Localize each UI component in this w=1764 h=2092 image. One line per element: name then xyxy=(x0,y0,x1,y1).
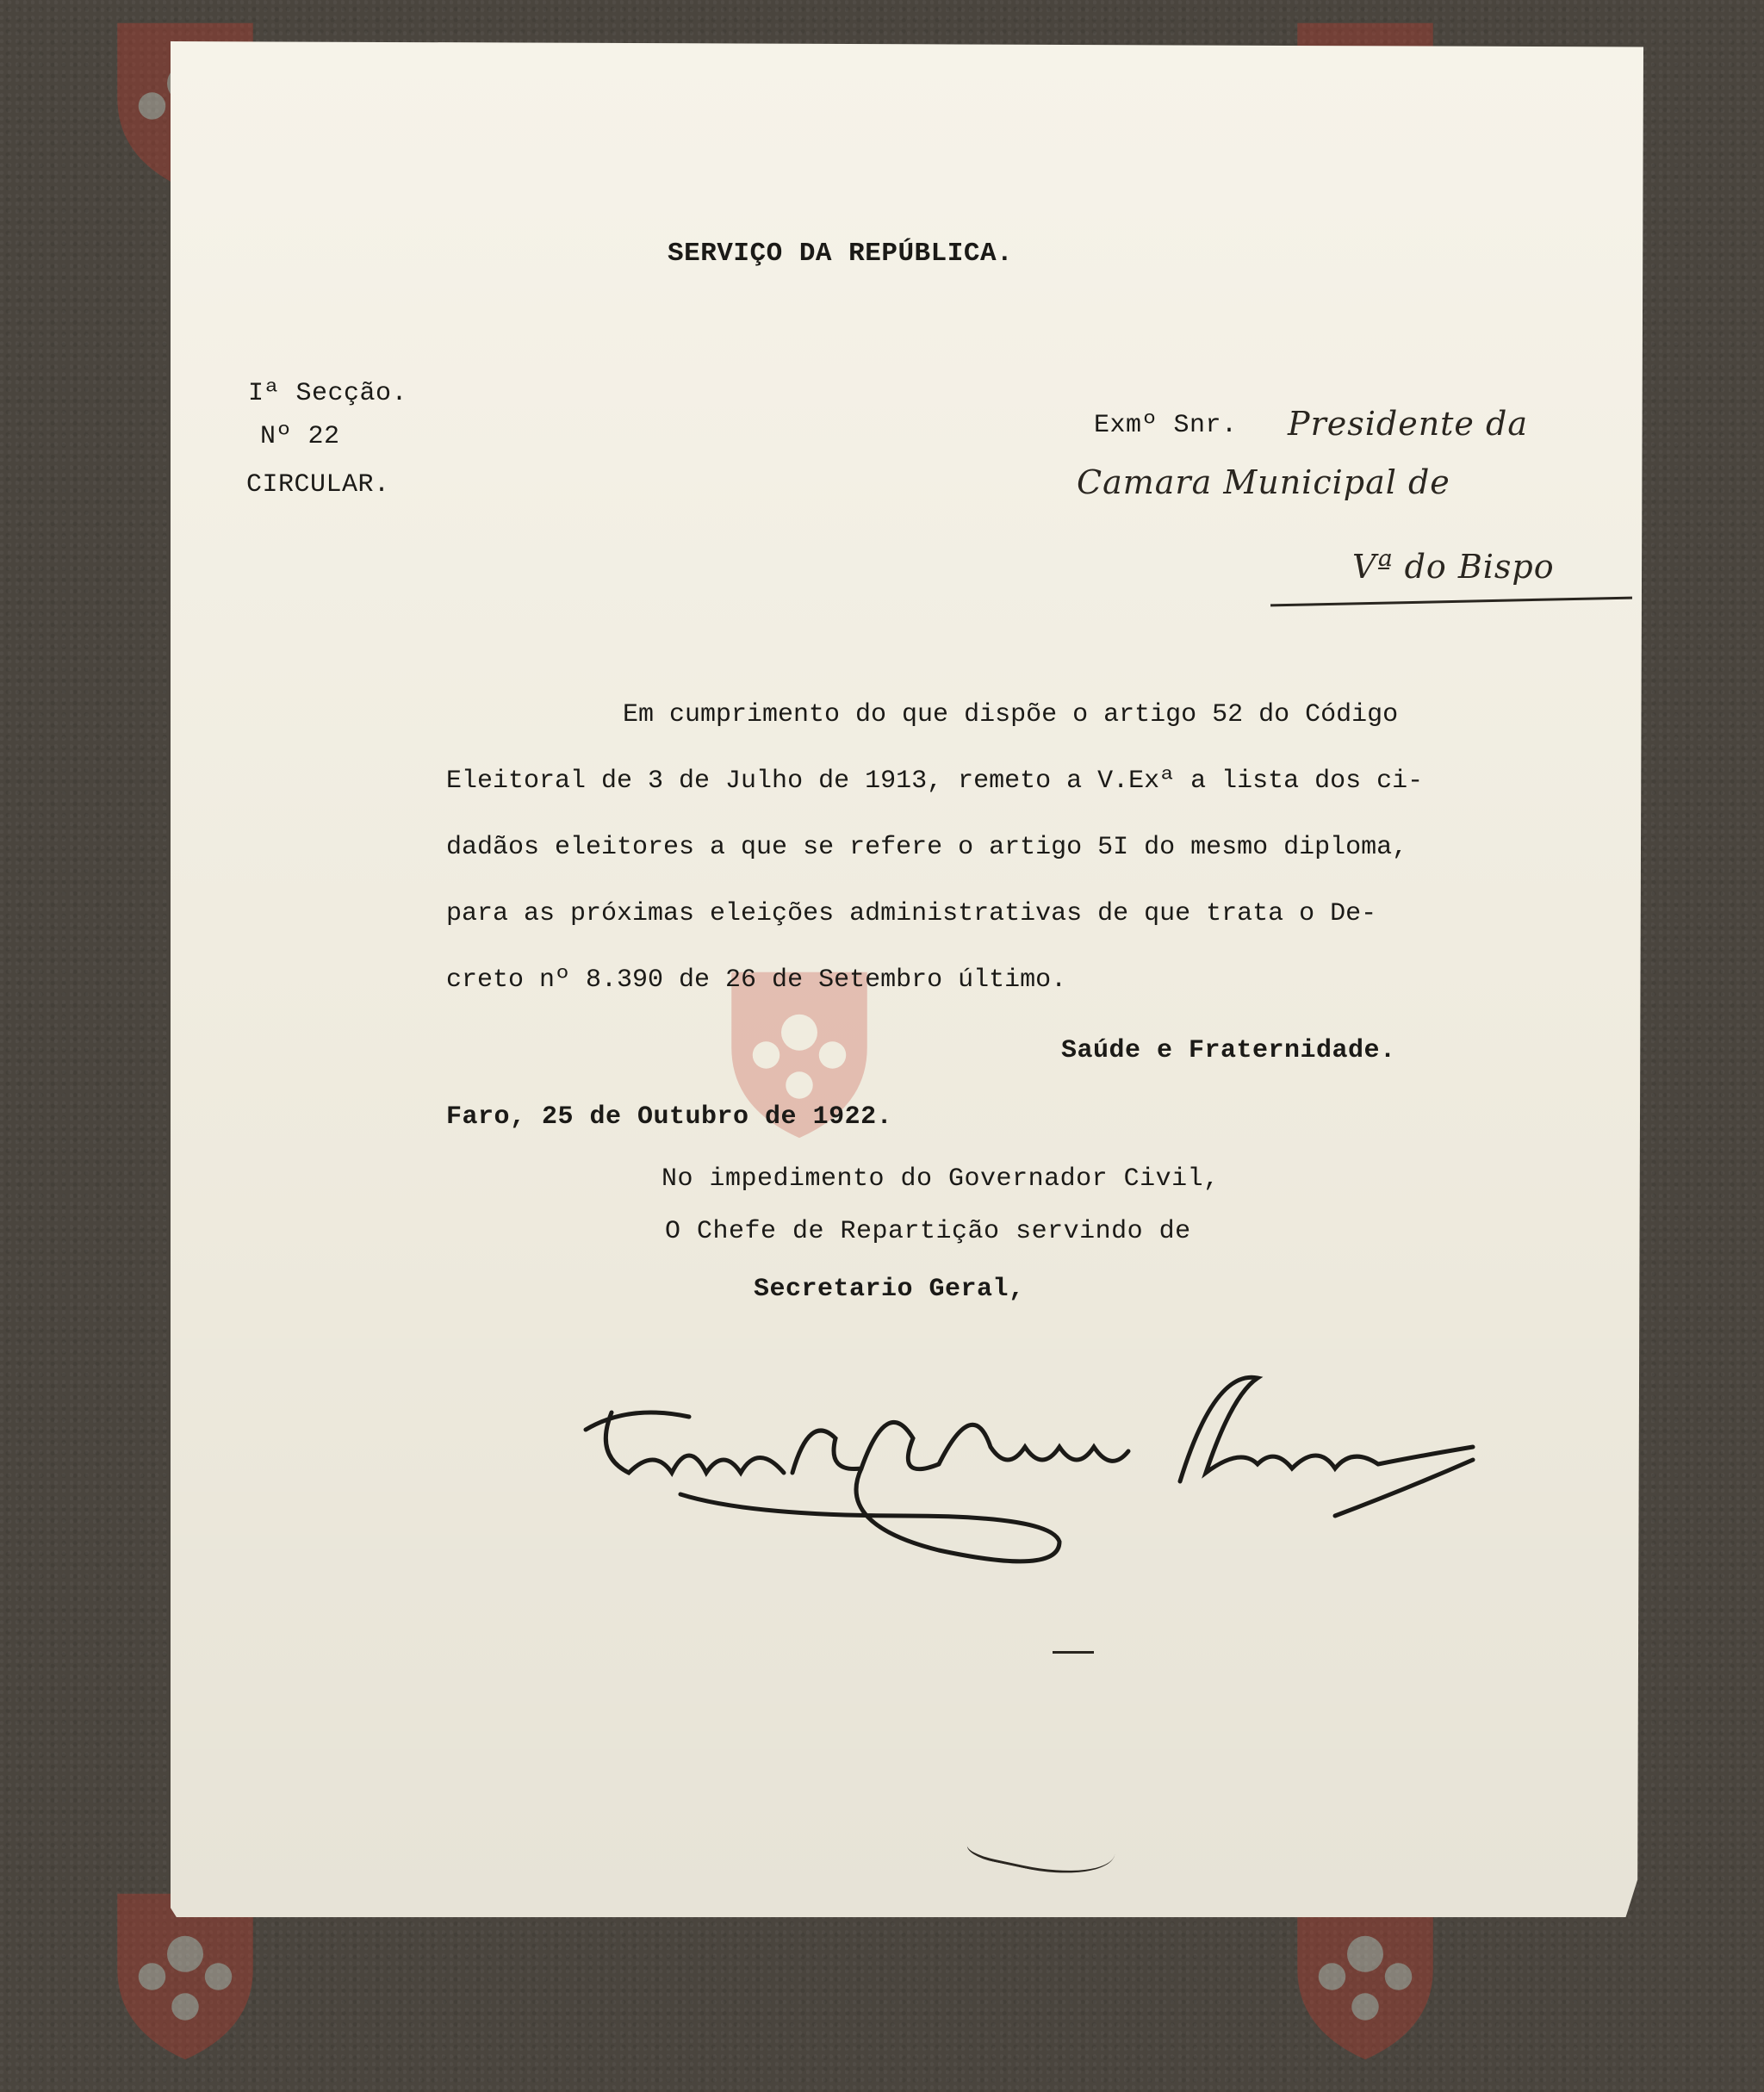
signatory-line: Secretario Geral, xyxy=(754,1275,1025,1304)
signatory-line: O Chefe de Repartição servindo de xyxy=(665,1217,1191,1246)
addressee-handwritten-line: Vª do Bispo xyxy=(1352,548,1555,586)
body-line: Em cumprimento do que dispõe o artigo 52 do Código xyxy=(623,700,1399,729)
handwritten-signature xyxy=(577,1344,1490,1593)
section-label: Iª Secção. xyxy=(248,379,408,408)
body-line: dadãos eleitores a que se refere o artigo 5I do mesmo diploma, xyxy=(446,833,1408,862)
date-line: Faro, 25 de Outubro de 1922. xyxy=(446,1102,893,1132)
addressee-handwritten-line: Presidente da xyxy=(1288,405,1528,443)
body-line: Eleitoral de 3 de Julho de 1913, remeto a V.Exª a lista dos ci- xyxy=(446,767,1424,796)
addressee-handwritten-line: Camara Municipal de xyxy=(1077,463,1450,501)
circular-number: Nº 22 xyxy=(260,422,340,451)
body-paragraph xyxy=(446,682,1566,1014)
body-line: creto nº 8.390 de 26 de Setembro último. xyxy=(446,965,1067,995)
document-type: CIRCULAR. xyxy=(246,470,390,500)
closing-greeting: Saúde e Fraternidade. xyxy=(1061,1036,1396,1065)
addressee-label: Exmº Snr. xyxy=(1094,411,1238,440)
signatory-line: No impedimento do Governador Civil, xyxy=(662,1164,1220,1194)
ink-mark xyxy=(1053,1651,1094,1654)
body-line: para as próximas eleições administrativas de que trata o De- xyxy=(446,899,1377,928)
document-header: SERVIÇO DA REPÚBLICA. xyxy=(668,239,1014,269)
